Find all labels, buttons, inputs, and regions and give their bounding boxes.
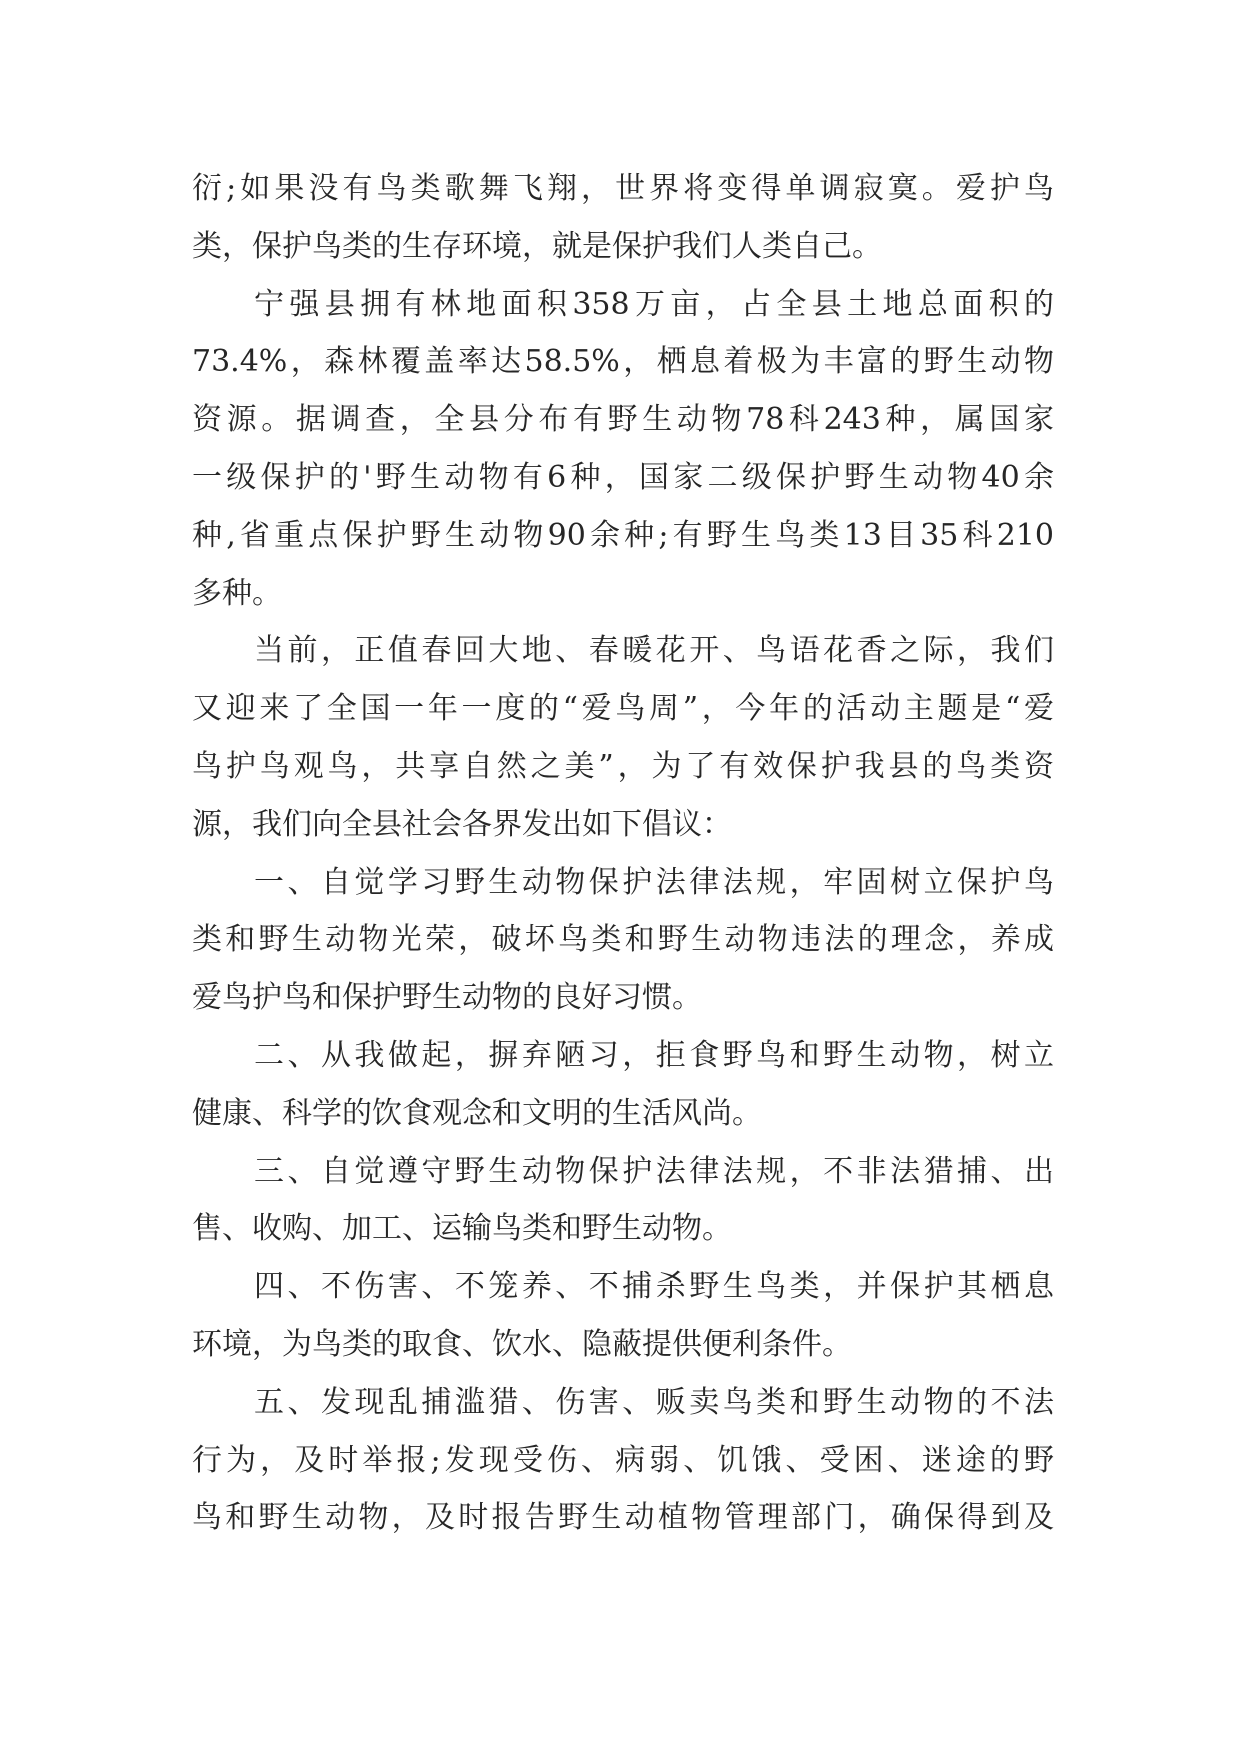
paragraph-first-line: 五、发现乱捕滥猎、伤害、贩卖鸟类和野生动物的不法	[254, 1384, 1054, 1420]
text-line: 多种。	[192, 575, 282, 611]
text-line: 行为，及时举报;发现受伤、病弱、饥饿、受困、迷途的野	[192, 1442, 1054, 1478]
body-text	[192, 160, 1054, 1547]
text-line: 健康、科学的饮食观念和文明的生活风尚。	[192, 1095, 762, 1131]
text-line: 鸟护鸟观鸟，共享自然之美”，为了有效保护我县的鸟类资	[192, 748, 1054, 784]
text-line: 资源。据调查，全县分布有野生动物78科243种，属国家	[192, 402, 1054, 438]
paragraph-first-line: 一、自觉学习野生动物保护法律法规，牢固树立保护鸟	[254, 864, 1054, 900]
text-line: 种,省重点保护野生动物90余种;有野生鸟类13目35科210	[192, 517, 1054, 553]
text-line: 类，保护鸟类的生存环境，就是保护我们人类自己。	[192, 228, 882, 264]
text-line: 爱鸟护鸟和保护野生动物的良好习惯。	[192, 980, 702, 1016]
text-line: 衍;如果没有鸟类歌舞飞翔，世界将变得单调寂寞。爱护鸟	[192, 171, 1054, 206]
paragraph-first-line: 三、自觉遵守野生动物保护法律法规，不非法猎捕、出	[254, 1153, 1054, 1189]
text-line: 一级保护的'野生动物有6种，国家二级保护野生动物40余	[192, 459, 1054, 495]
paragraph-first-line: 四、不伤害、不笼养、不捕杀野生鸟类，并保护其栖息	[254, 1269, 1054, 1305]
text-line: 鸟和野生动物，及时报告野生动植物管理部门，确保得到及	[192, 1500, 1054, 1536]
text-line: 又迎来了全国一年一度的“爱鸟周”，今年的活动主题是“爱	[192, 691, 1054, 727]
text-line: 环境，为鸟类的取食、饮水、隐蔽提供便利条件。	[192, 1326, 852, 1362]
paragraph-first-line: 二、从我做起，摒弃陋习，拒食野鸟和野生动物，树立	[254, 1037, 1054, 1073]
paragraph-first-line: 当前，正值春回大地、春暖花开、鸟语花香之际，我们	[254, 633, 1054, 669]
text-line: 类和野生动物光荣，破坏鸟类和野生动物违法的理念，养成	[192, 922, 1054, 958]
text-line: 源，我们向全县社会各界发出如下倡议：	[192, 806, 732, 842]
text-line: 73.4%，森林覆盖率达58.5%，栖息着极为丰富的野生动物	[192, 344, 1054, 380]
paragraph-first-line: 宁强县拥有林地面积358万亩，占全县土地总面积的	[254, 286, 1054, 322]
text-line: 售、收购、加工、运输鸟类和野生动物。	[192, 1211, 732, 1247]
